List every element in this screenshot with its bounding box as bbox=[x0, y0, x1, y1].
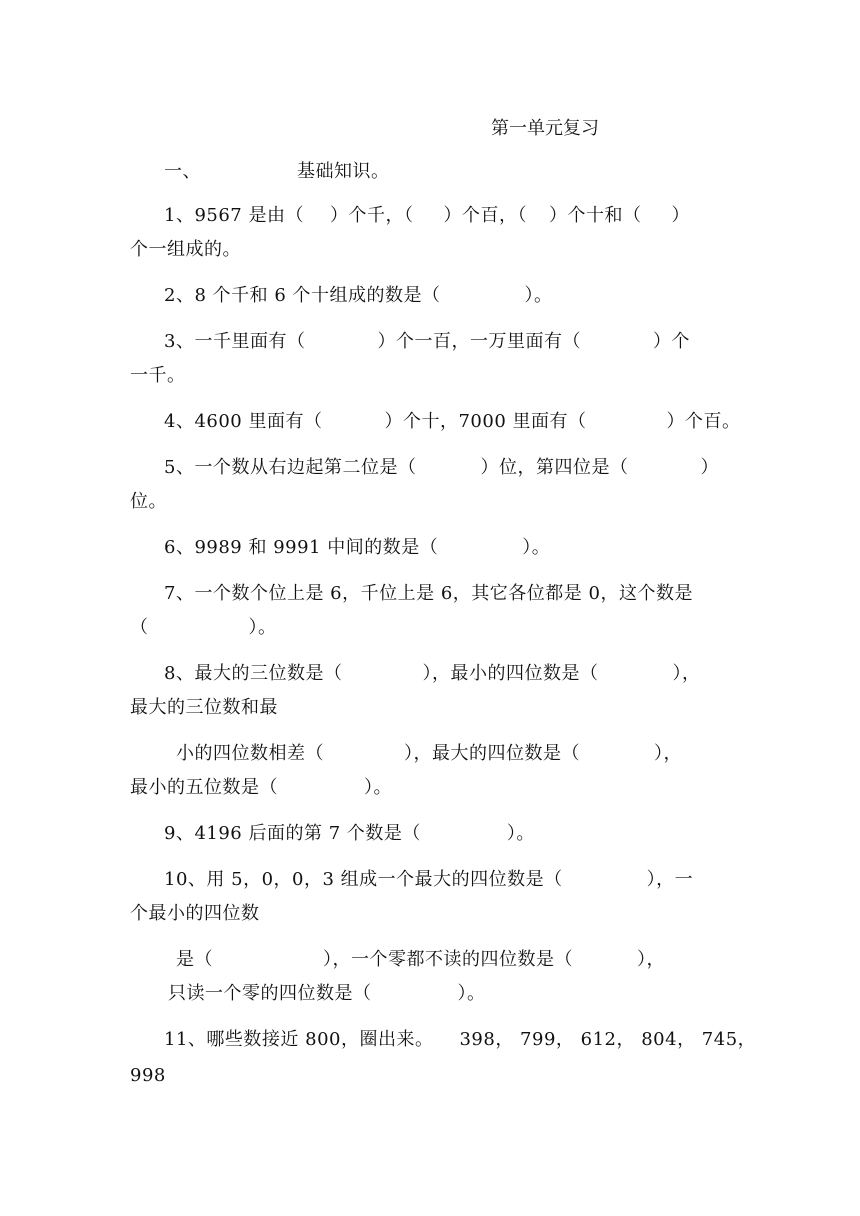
question-6 bbox=[164, 530, 764, 566]
section-name: 基础知识。 bbox=[297, 161, 390, 182]
q1-text: ）个千，（ bbox=[329, 205, 414, 226]
q1-text: ） bbox=[671, 205, 690, 226]
question-4 bbox=[164, 404, 764, 440]
q3-text: ）个 bbox=[652, 331, 690, 352]
question-2 bbox=[164, 278, 764, 314]
q3-text: ）个一百，一万里面有（ bbox=[377, 331, 581, 352]
q8-text: ）， bbox=[672, 663, 701, 684]
q1-text: ）个百，（ bbox=[443, 205, 527, 226]
q9-text: 9、4196 后面的第 7 个数是（ bbox=[164, 823, 421, 844]
section-heading bbox=[130, 154, 730, 190]
question-8-cont: 最大的三位数和最 bbox=[130, 697, 278, 718]
q11-numbers: 398， 799， 612， 804， 745， bbox=[459, 1029, 757, 1050]
question-8 bbox=[164, 656, 764, 692]
question-11-cont: 998 bbox=[130, 1065, 166, 1086]
q5-text: ）位，第四位是（ bbox=[480, 457, 629, 478]
q1-text: ）个十和（ bbox=[548, 205, 642, 226]
question-5 bbox=[164, 450, 764, 486]
q7-text: （ bbox=[130, 617, 149, 638]
q2-text: 2、8 个千和 6 个十组成的数是（ bbox=[164, 285, 441, 306]
question-1 bbox=[164, 198, 764, 234]
question-3-cont: 一千。 bbox=[130, 365, 186, 386]
question-8-line4 bbox=[130, 770, 730, 806]
q6-text: 6、9989 和 9991 中间的数是（ bbox=[164, 537, 439, 558]
q5-text: ） bbox=[700, 457, 719, 478]
question-10 bbox=[164, 862, 764, 898]
q2-text: ）。 bbox=[524, 285, 553, 306]
question-11 bbox=[164, 1022, 764, 1058]
question-9 bbox=[164, 816, 764, 852]
q8-text: ）。 bbox=[364, 777, 392, 798]
question-1-cont: 个一组成的。 bbox=[130, 239, 241, 260]
q8-text: ），最大的四位数是（ bbox=[404, 743, 580, 764]
q7-text: ）。 bbox=[248, 617, 277, 638]
question-3 bbox=[164, 324, 764, 360]
question-7: 7、一个数个位上是 6，千位上是 6，其它各位都是 0，这个数是 bbox=[164, 583, 693, 604]
page-title: 第一单元复习 bbox=[491, 118, 599, 139]
q8-text: 最小的五位数是（ bbox=[130, 777, 278, 798]
q4-text: 4、4600 里面有（ bbox=[164, 411, 323, 432]
q4-text: ）个百。 bbox=[666, 411, 741, 432]
q8-text: 8、最大的三位数是（ bbox=[164, 663, 343, 684]
q9-text: ）。 bbox=[506, 823, 535, 844]
q10-text: 只读一个零的四位数是（ bbox=[168, 983, 372, 1004]
q10-text: ）。 bbox=[457, 983, 486, 1004]
question-7-cont bbox=[130, 610, 730, 646]
q11-text: 11、哪些数接近 800，圈出来。 bbox=[164, 1029, 434, 1050]
question-5-cont: 位。 bbox=[130, 491, 167, 512]
question-10-line4 bbox=[168, 976, 768, 1012]
q10-text: ），一 bbox=[646, 869, 694, 890]
question-10-cont: 个最小的四位数 bbox=[130, 903, 260, 924]
q8-text: 小的四位数相差（ bbox=[176, 743, 324, 764]
q1-text: 1、9567 是由（ bbox=[164, 205, 304, 226]
section-number: 一、 bbox=[164, 161, 201, 182]
q10-text: 是（ bbox=[176, 949, 213, 970]
q8-text: ），最小的四位数是（ bbox=[422, 663, 599, 684]
q10-text: ），一个零都不读的四位数是（ bbox=[323, 949, 573, 970]
question-10-line3 bbox=[176, 942, 776, 978]
q8-text: ）， bbox=[654, 743, 682, 764]
q10-text: ）， bbox=[637, 949, 665, 970]
q4-text: ）个十，7000 里面有（ bbox=[384, 411, 587, 432]
q10-text: 10、用 5，0，0，3 组成一个最大的四位数是（ bbox=[164, 869, 563, 890]
q6-text: ）。 bbox=[522, 537, 551, 558]
q3-text: 3、一千里面有（ bbox=[164, 331, 306, 352]
question-8-line3 bbox=[176, 736, 776, 772]
q5-text: 5、一个数从右边起第二位是（ bbox=[164, 457, 417, 478]
